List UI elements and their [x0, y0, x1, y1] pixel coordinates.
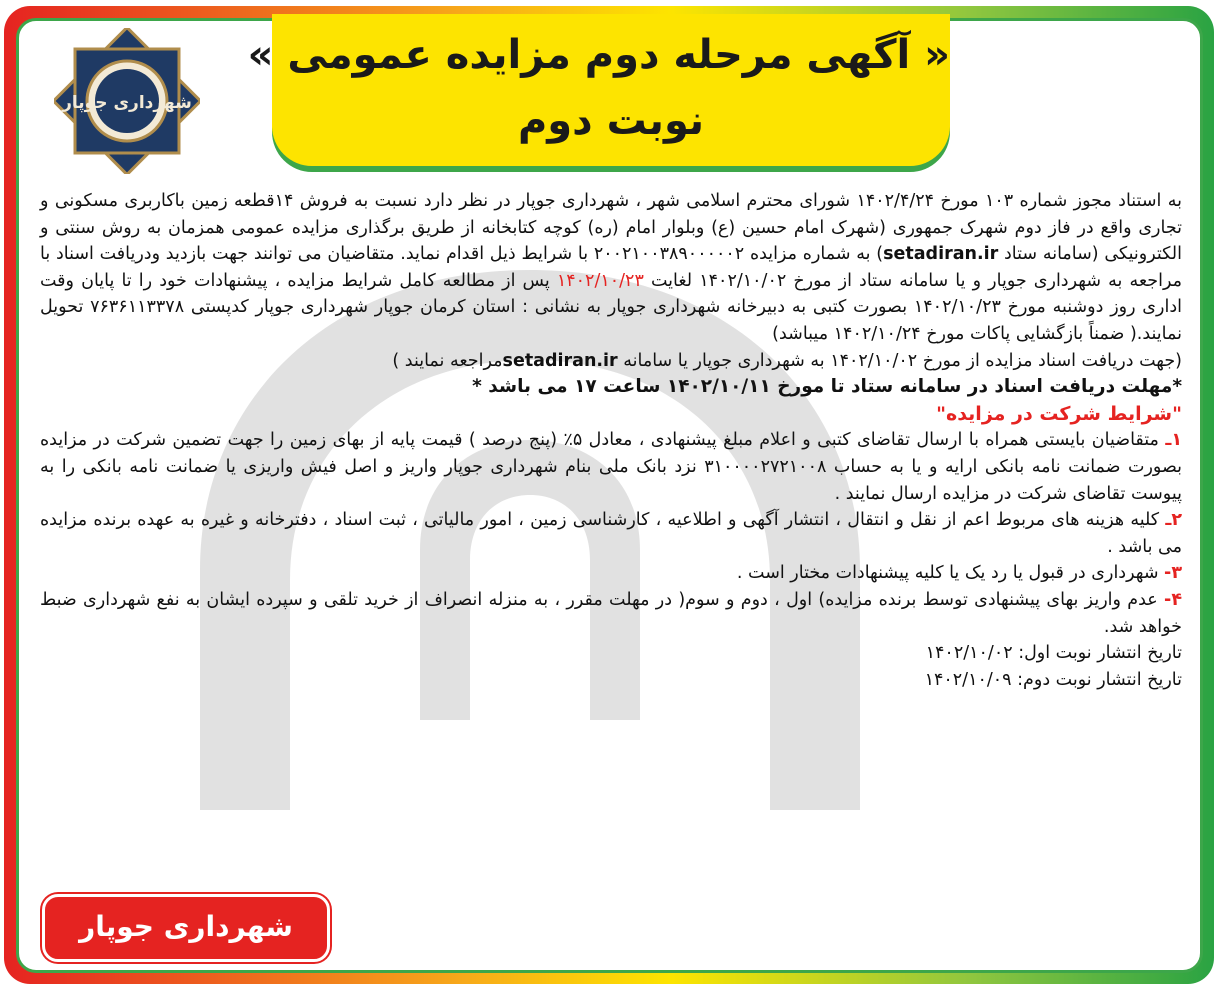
condition-text: عدم واریز بهای پیشنهادی توسط برنده مزایده) اول ، دوم و سوم( در مهلت مقرر ، به منزله انصراف از خرید تلقی و سپرده ایشان به نفع شهرداری ضبط خواهد شد. — [40, 589, 1182, 637]
deadline-note: *مهلت دریافت اسناد در سامانه ستاد تا مورخ ۱۴۰۲/۱۰/۱۱ ساعت ۱۷ می باشد * — [472, 376, 1182, 398]
docs-note — [40, 348, 1182, 375]
condition-text: شهرداری در قبول یا رد یک یا کلیه پیشنهادات مختار است . — [736, 563, 1165, 584]
announcement-title: « آگهی مرحله دوم مزایده عمومی » — [247, 32, 950, 78]
logo-year: ۱۳۹۱ — [116, 153, 138, 164]
intro-text-after-site: ) به شماره مزایده ۲۰۰۲۱۰۰۳۸۹۰۰۰۰۰۲ با شرایط ذیل اقدام نماید. متقاضیان می توانند جهت بازدید ودریافت اسناد با مراجعه به شهرداری جوپار و یا سامانه ستاد از مورخ ۱۴۰۲/۱۰/۰۲ لغایت — [40, 244, 1182, 291]
intro-paragraph — [40, 188, 1182, 348]
condition-text: متقاضیان بایستی همراه با ارسال تقاضای کتبی و اعلام مبلغ پیشنهادی ، معادل ۵٪ (پنج درصد ) قیمت پایه از بهای زمین را جهت تضمین شرکت در مزایده بصورت ضمانت نامه بانکی ارایه و یا به حساب ۳۱۰۰۰۰۲۷۲۱۰۰۸ نزد بانک ملی بنام شهرداری جوپار واریز و اصل فیش واریزی یا ضمانت نامه بانکی را به پیوست تقاضای شرکت در مزایده ارسال نمایند . — [40, 430, 1182, 504]
condition-number: ۳- — [1164, 563, 1182, 584]
intro-highlight-date: ۱۴۰۲/۱۰/۲۳ — [556, 270, 644, 291]
docs-note-before: (جهت دریافت اسناد مزایده از مورخ ۱۴۰۲/۱۰/۰۲ به شهرداری جوپار یا سامانه — [617, 350, 1182, 371]
condition-item — [40, 427, 1182, 507]
condition-item — [40, 587, 1182, 640]
docs-note-after: مراجعه نمایند ) — [392, 350, 503, 371]
announcement-header — [247, 14, 950, 166]
publication-date-second: تاریخ انتشار نوبت دوم: ۱۴۰۲/۱۰/۰۹ — [924, 669, 1182, 690]
intro-text-end: پس از مطالعه کامل شرایط مزایده ، پیشنهادات خود را تا پایان وقت اداری روز دوشنبه مورخ ۱۴۰۲/۱۰/۲۳ بصورت کتبی به دبیرخانه شهرداری جوپار به نشانی : استان کرمان جوپار شهرداری جوپار کدپستی ۷۶۳۶۱۱۳۳۷۸ تحویل نمایند.( ضمناً بازگشایی پاکات مورخ ۱۴۰۲/۱۰/۲۴ میباشد) — [40, 270, 1182, 344]
condition-number: ۱ـ — [1165, 430, 1183, 451]
intro-site: setadiran.ir — [883, 244, 999, 265]
signature-badge: شهرداری جوپار — [42, 894, 330, 962]
publication-date-first: تاریخ انتشار نوبت اول: ۱۴۰۲/۱۰/۰۲ — [925, 643, 1182, 664]
condition-number: ۴- — [1164, 589, 1182, 610]
condition-item — [40, 507, 1182, 560]
condition-number: ۲ـ — [1165, 510, 1182, 531]
conditions-title: "شرایط شرکت در مزایده" — [936, 402, 1182, 425]
announcement-body — [40, 188, 1182, 693]
municipality-logo-icon — [54, 28, 200, 174]
condition-text: کلیه هزینه های مربوط اعم از نقل و انتقال ، انتشار آگهی و اطلاعیه ، کارشناسی زمین ، امور مالیاتی ، ثبت اسناد ، دفترخانه و غیره به عهده برنده مزایده می باشد . — [40, 510, 1182, 557]
condition-item — [40, 560, 1182, 587]
docs-note-site: setadiran.ir — [502, 350, 618, 371]
intro-text-before-site: به استناد مجوز شماره ۱۰۳ مورخ ۱۴۰۲/۴/۲۴ شورای محترم اسلامی شهر ، شهرداری جوپار در نظر دارد نسبت به فروش ۱۴قطعه زمین باکاربری مسکونی و تجاری واقع در فاز دوم شهرک جمهوری (شهرک امام حسین (ع) وبلوار امام (ره) کوچه کتابخانه از طریق برگذاری مزایده عمومی همزمان به روش سنتی و الکترونیکی (سامانه ستاد — [40, 191, 1182, 265]
logo-label: شهرداری جوپار — [62, 93, 192, 113]
announcement-subtitle: نوبت دوم — [517, 98, 705, 144]
